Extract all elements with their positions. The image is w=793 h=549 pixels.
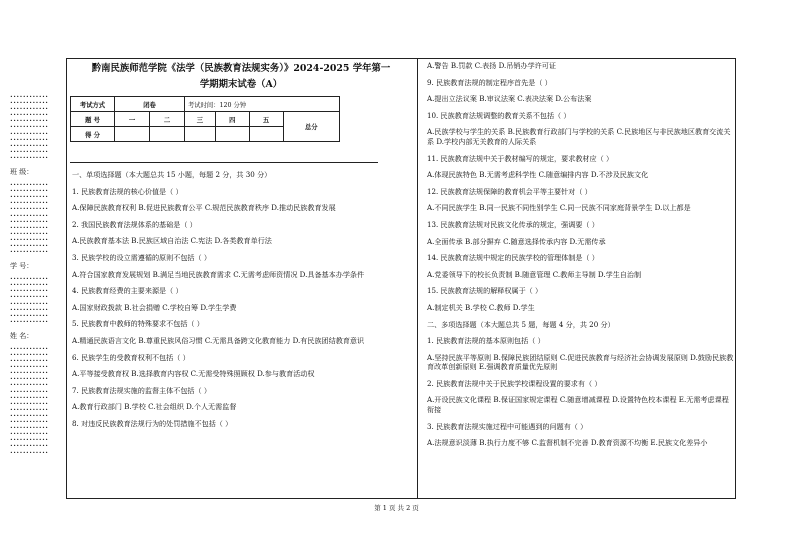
- question-stem: 10. 民族教育法规调整的教育关系不包括（ ）: [427, 110, 571, 120]
- question-stem: 7. 民族教育法规实施的监督主体不包括（ ）: [72, 385, 211, 395]
- question-stem: 3. 民族学校的设立需遵循的原则不包括（ ）: [72, 252, 211, 262]
- question-stem: 15. 民族教育法规的解释权属于（ ）: [427, 286, 543, 296]
- answer-options: A.制定机关 B.学校 C.教师 D.学生: [427, 302, 535, 312]
- question-stem: 5. 民族教育中教师的特殊要求不包括（ ）: [72, 319, 204, 329]
- section-heading: 一、单项选择题（本大题总共 15 小题，每题 2 分，共 30 分）: [72, 170, 272, 179]
- score-cell: [150, 127, 185, 142]
- exam-time: 考试时间：120 分钟: [185, 97, 340, 112]
- question-stem: 14. 民族教育法规中规定的民族学校的管理体制是（ ）: [427, 253, 599, 263]
- question-stem: 11. 民族教育法规中关于教材编写的规定，要求教材应（ ）: [427, 153, 614, 163]
- left-column: [72, 170, 377, 436]
- answer-options: A.民族学校与学生的关系 B.民族教育行政部门与学校的关系 C.民族地区与非民族地区教育交流关系 D.学校内部无关教育的人际关系: [427, 127, 731, 146]
- page-number: 第 1 页 共 2 页: [374, 504, 419, 512]
- question-number-label: 题 号: [71, 112, 115, 127]
- question-stem: 2. 我国民族教育法规体系的基础是（ ）: [72, 219, 197, 229]
- score-table: [70, 96, 340, 142]
- column-header: 三: [185, 112, 216, 127]
- answer-options: A.教育行政部门 B.学校 C.社会组织 D.个人无需监督: [72, 402, 237, 412]
- answer-options: A.党委领导下的校长负责制 B.随意管理 C.教师主导制 D.学生自治制: [427, 269, 642, 279]
- title-line-2: 学期期末试卷（A）: [199, 79, 283, 90]
- right-column: [427, 61, 734, 455]
- dotted-line: •••••••••••• •••••••••••• •••••••••••• •••••••••••• •••••••••••• •••••••••••• •••••••••••• •••••••••••• •••••••••••• •••••••••••• •••••••••••• ••••••••••••: [10, 183, 49, 256]
- total-score-label: 总分: [283, 112, 340, 142]
- score-row-label: 得 分: [71, 127, 115, 142]
- question-stem: 8. 对违反民族教育法规行为的处罚措施不包括（ ）: [72, 418, 233, 428]
- answer-options: A.精通民族语言文化 B.尊重民族风俗习惯 C.无需具备跨文化教育能力 D.有民族团结教育意识: [72, 335, 365, 345]
- dotted-line: •••••••••••• •••••••••••• •••••••••••• •••••••••••• •••••••••••• •••••••••••• •••••••••••• ••••••••••••: [10, 277, 49, 325]
- title-line-1: 黔南民族师范学院《法学（民族教育法规实务）》2024-2025 学年第一: [91, 63, 391, 74]
- column-header: 二: [150, 112, 185, 127]
- question-stem: 12. 民族教育法规保障的教育机会平等主要针对（ ）: [427, 186, 592, 196]
- answer-options: A.保障民族教育权利 B.促进民族教育公平 C.规范民族教育秩序 D.推动民族教育发展: [72, 203, 336, 213]
- score-cell: [185, 127, 216, 142]
- exam-title: [70, 61, 412, 93]
- column-divider: [417, 58, 418, 499]
- question-stem: 9. 民族教育法规的制定程序首先是（ ）: [427, 77, 552, 87]
- student-number-label: 学 号：: [10, 262, 34, 271]
- section-heading: 二、多项选择题（本大题总共 5 题，每题 4 分，共 20 分）: [427, 319, 615, 329]
- answer-options: A.法规意识淡薄 B.执行力度不够 C.监督机制不完善 D.教育资源不均衡 E.民族文化差异小: [427, 438, 708, 448]
- answer-options: A.民族教育基本法 B.民族区域自治法 C.宪法 D.各类教育单行法: [72, 236, 272, 246]
- answer-options: A.提出立法议案 B.审议法案 C.表决法案 D.公布法案: [427, 94, 592, 104]
- answer-options: A.平等接受教育权 B.选择教育内容权 C.无需受特殊照顾权 D.参与教育活动权: [72, 369, 315, 379]
- question-stem: 6. 民族学生的受教育权利不包括（ ）: [72, 352, 190, 362]
- column-header: 四: [215, 112, 249, 127]
- answer-options: A.不同民族学生 B.同一民族不同性别学生 C.同一民族不同家庭背景学生 D.以上都是: [427, 203, 691, 213]
- question-stem: 13. 民族教育法规对民族文化传承的规定，强调要（ ）: [427, 219, 599, 229]
- question-stem: 3. 民族教育法规实施过程中可能遇到的问题有（ ）: [427, 421, 588, 431]
- column-header: 五: [249, 112, 283, 127]
- answer-options: A.符合国家教育发展规划 B.满足当地民族教育需求 C.无需考虑师资情况 D.具备基本办学条件: [72, 269, 365, 279]
- question-stem: 4. 民族教育经费的主要来源是（ ）: [72, 286, 183, 296]
- dotted-line: •••••••••••• •••••••••••• •••••••••••• •••••••••••• •••••••••••• •••••••••••• •••••••••••• •••••••••••• •••••••••••• •••••••••••• •••••••••••• •••••••••••• •••••••••••• •••••••••••• •••••••••••• •••••••••••• •••••••••••• ••••••••••••: [10, 346, 49, 456]
- header-rule: [70, 162, 378, 163]
- answer-options: A.国家财政拨款 B.社会捐赠 C.学校自筹 D.学生学费: [72, 302, 237, 312]
- question-stem: 1. 民族教育法规的核心价值是（ ）: [72, 186, 183, 196]
- dotted-line: •••••••••••• •••••••••••• •••••••••••• •••••••••••• •••••••••••• •••••••••••• •••••••••••• •••••••••••• •••••••••••• •••••••••••• ••••••••••••: [10, 95, 49, 161]
- exam-mode-label: 考试方式: [71, 97, 115, 112]
- answer-options: A.坚持民族平等原则 B.保障民族团结原则 C.促进民族教育与经济社会协调发展原则 D.鼓励民族教育改革创新原则 E.强调教育质量优先原则: [427, 352, 734, 372]
- question-stem: 1. 民族教育法规的基本原则包括（ ）: [427, 336, 545, 346]
- answer-options: A.体现民族特色 B.无需考虑科学性 C.随意编排内容 D.不涉及民族文化: [427, 170, 649, 180]
- question-stem: 2. 民族教育法规中关于民族学校课程设置的要求有（ ）: [427, 378, 602, 388]
- binding-margin: [10, 95, 58, 495]
- score-cell: [249, 127, 283, 142]
- score-cell: [215, 127, 249, 142]
- answer-options: A.开设民族文化课程 B.保证国家规定课程 C.随意增减课程 D.设置特色校本课程 E.无需考虑课程衔接: [427, 395, 729, 415]
- name-label: 姓 名：: [10, 331, 34, 340]
- class-label: 班 级：: [10, 168, 34, 177]
- score-cell: [115, 127, 150, 142]
- exam-mode-value: 闭卷: [115, 97, 185, 112]
- answer-options: A.警告 B.罚款 C.表扬 D.吊销办学许可证: [427, 61, 556, 70]
- column-header: 一: [115, 112, 150, 127]
- answer-options: A.全面传承 B.部分摒弃 C.随意选择传承内容 D.无需传承: [427, 236, 606, 246]
